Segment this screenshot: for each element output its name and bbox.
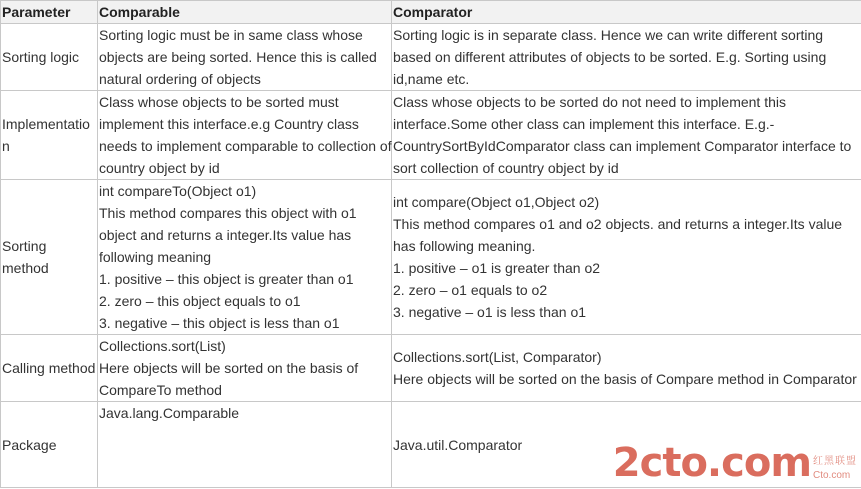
cell-line: Class whose objects to be sorted do not need to implement this bbox=[393, 94, 786, 110]
param-cell: Sorting method bbox=[1, 180, 98, 335]
comparable-cell bbox=[98, 402, 392, 488]
cell-line: Class whose objects to be sorted must bbox=[99, 94, 339, 110]
cell-line: following meaning bbox=[99, 249, 212, 265]
cell-line: sort collection of country object by id bbox=[393, 160, 619, 176]
table-row bbox=[1, 24, 861, 91]
comparator-cell bbox=[392, 180, 861, 335]
cell-line: natural ordering of objects bbox=[99, 71, 261, 87]
param-cell: Implementation bbox=[1, 91, 98, 180]
cell-line: 2. zero – o1 equals to o2 bbox=[393, 282, 548, 298]
cell-line: interface.Some other class can implement this interface. E.g.- bbox=[393, 116, 775, 132]
cell-line: 1. positive – o1 is greater than o2 bbox=[393, 260, 601, 276]
cell-line: objects are being sorted. Hence this is called bbox=[99, 49, 377, 65]
watermark-subtitle bbox=[813, 455, 857, 483]
cell-line: Java.lang.Comparable bbox=[99, 405, 240, 421]
cell-line: This method compares this object with o1 bbox=[99, 205, 357, 221]
table-row bbox=[1, 335, 861, 402]
header-parameter: Parameter bbox=[1, 1, 98, 24]
cell-line: Here objects will be sorted on the basis of Compare method in Comparator bbox=[393, 371, 857, 387]
comparable-cell bbox=[98, 180, 392, 335]
comparable-cell bbox=[98, 24, 392, 91]
cell-line: needs to implement comparable to collection of bbox=[99, 138, 392, 154]
cell-line: This method compares o1 and o2 objects. and returns a integer.Its value bbox=[393, 216, 843, 232]
cell-line: Collections.sort(List) bbox=[99, 338, 226, 354]
cell-line: Sorting logic must be in same class whose bbox=[99, 27, 363, 43]
cell-line: CountrySortByIdComparator class can implement Comparator interface to bbox=[393, 138, 852, 154]
comparable-cell bbox=[98, 91, 392, 180]
cell-line: int compare(Object o1,Object o2) bbox=[393, 194, 600, 210]
header-row bbox=[1, 1, 861, 24]
cell-line: 3. negative – this object is less than o1 bbox=[99, 315, 340, 331]
cell-line: Java.util.Comparator bbox=[393, 436, 523, 453]
param-cell: Sorting logic bbox=[1, 24, 98, 91]
watermark-en: Cto.com bbox=[813, 470, 851, 481]
comparator-cell bbox=[392, 24, 861, 91]
comparable-cell bbox=[98, 335, 392, 402]
watermark-logo-text: 2cto.com bbox=[612, 440, 811, 486]
cell-line: int compareTo(Object o1) bbox=[99, 183, 257, 199]
cell-line: has following meaning. bbox=[393, 238, 536, 254]
cell-line: object and returns a integer.Its value has bbox=[99, 227, 352, 243]
comparator-cell bbox=[392, 91, 861, 180]
comparator-cell bbox=[392, 335, 861, 402]
cell-line: Sorting logic is in separate class. Hence we can write different sorting bbox=[393, 27, 824, 43]
watermark-cn: 红黑联盟 bbox=[813, 456, 857, 467]
cell-line: 2. zero – this object equals to o1 bbox=[99, 293, 301, 309]
header-comparator: Comparator bbox=[392, 1, 861, 24]
cell-line: id,name etc. bbox=[393, 71, 470, 87]
table-row bbox=[1, 91, 861, 180]
cell-line: based on different attributes of objects to be sorted. E.g. Sorting using bbox=[393, 49, 827, 65]
cell-line: implement this interface.e.g Country class bbox=[99, 116, 359, 132]
header-comparable: Comparable bbox=[98, 1, 392, 24]
cell-line: 1. positive – this object is greater than o1 bbox=[99, 271, 354, 287]
cell-line: Collections.sort(List, Comparator) bbox=[393, 349, 602, 365]
watermark-logo bbox=[612, 440, 857, 486]
cell-line: country object by id bbox=[99, 160, 220, 176]
param-cell: Package bbox=[1, 402, 98, 488]
param-cell: Calling method bbox=[1, 335, 98, 402]
table-row bbox=[1, 180, 861, 335]
cell-line: CompareTo method bbox=[99, 382, 222, 398]
cell-line: Here objects will be sorted on the basis of bbox=[99, 360, 359, 376]
cell-line: 3. negative – o1 is less than o1 bbox=[393, 304, 587, 320]
